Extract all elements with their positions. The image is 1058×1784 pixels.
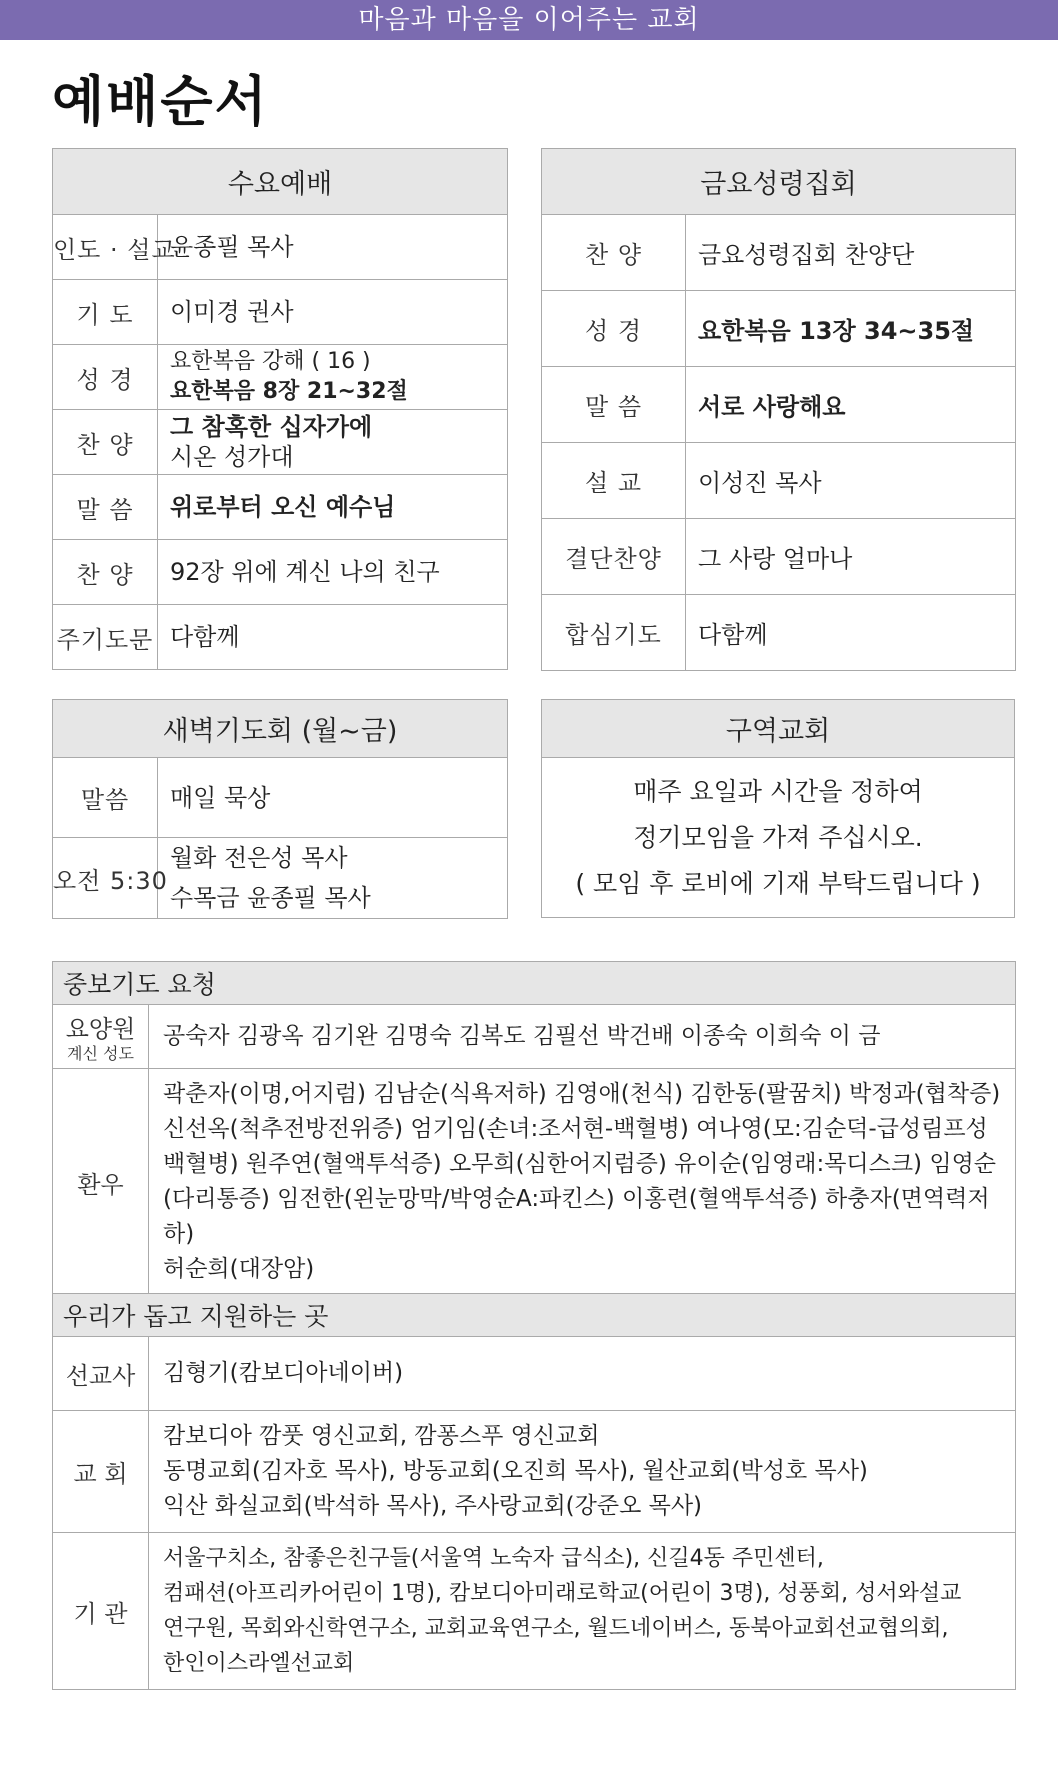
row-value: 다함께 — [170, 623, 240, 651]
row-label: 결단찬양 — [542, 519, 686, 595]
row-label: 말 씀 — [53, 475, 158, 540]
patient-line: (다리통증) 임전한(왼눈망막/박영순A:파킨스) 이홍련(혈액투석증) 하충자(면역력저하) — [163, 1186, 990, 1247]
row-value: 요한복음 강해 ( 16 ) — [170, 349, 371, 374]
row-value: 매일 묵상 — [170, 783, 271, 812]
row-value: 금요성령집회 찬양단 — [686, 215, 1016, 291]
row-label: 찬 양 — [53, 410, 158, 475]
row-value: 월화 전은성 목사 — [170, 844, 348, 872]
table-row — [542, 367, 1016, 443]
row-value: 익산 화실교회(박석하 목사), 주사랑교회(강준오 목사) — [163, 1493, 703, 1519]
row-value: 캄보디아 깜풋 영신교회, 깜퐁스푸 영신교회 — [163, 1423, 600, 1449]
row-value: 컴패션(아프리카어린이 1명), 캄보디아미래로학교(어린이 3명), 성풍회, 성서와설교 — [163, 1581, 962, 1606]
table-row — [53, 475, 508, 540]
row-value: 서울구치소, 참좋은친구들(서울역 노숙자 급식소), 신길4동 주민센터, — [163, 1546, 824, 1571]
table-row — [53, 410, 508, 475]
table-row — [53, 1069, 1016, 1296]
dawn-title: 새벽기도회 (월~금) — [53, 700, 508, 758]
table-row — [53, 1411, 1016, 1533]
row-value: 이성진 목사 — [686, 443, 1016, 519]
row-label: 기 관 — [53, 1533, 149, 1690]
district-church-table — [541, 699, 1015, 918]
patient-line: 곽춘자(이명,어지럼) 김남순(식욕저하) 김영애(천식) 김한동(팔꿈치) 박정과(협착증) — [163, 1081, 1001, 1107]
wednesday-title: 수요예배 — [53, 149, 508, 215]
district-line: 매주 요일과 시간을 정하여 — [633, 776, 923, 806]
row-value: 요한복음 8장 21~32절 — [170, 379, 408, 404]
nursing-sublabel: 계신 성도 — [67, 1044, 134, 1063]
table-row — [53, 758, 508, 838]
top-banner: 마음과 마음을 이어주는 교회 — [0, 0, 1058, 40]
row-value: 윤종필 목사 — [170, 233, 294, 261]
friday-service-table — [541, 148, 1016, 671]
row-label: 인도 · 설교 — [53, 215, 158, 280]
dawn-prayer-table — [52, 699, 508, 919]
table-row — [53, 1337, 1016, 1411]
prayer-request-table — [52, 961, 1016, 1296]
row-value: 그 사랑 얼마나 — [686, 519, 1016, 595]
row-value: 한인이스라엘선교회 — [163, 1651, 355, 1676]
row-value: 그 참혹한 십자가에 — [170, 413, 373, 441]
table-row — [542, 443, 1016, 519]
patient-line: 신선옥(척추전방전위증) 엄기임(손녀:조서현-백혈병) 여나영(모:김순덕-급성림프성 — [163, 1116, 988, 1142]
table-row — [53, 1533, 1016, 1690]
row-value: 이미경 권사 — [170, 298, 294, 326]
table-row — [542, 291, 1016, 367]
district-line: 정기모임을 가져 주십시오. — [633, 822, 923, 852]
row-label: 찬 양 — [53, 540, 158, 605]
page-title: 예배순서 — [52, 70, 269, 133]
row-label: 오전 5:30 — [53, 838, 158, 919]
table-row — [53, 838, 508, 919]
row-value: 다함께 — [686, 595, 1016, 671]
row-value: 동명교회(김자호 목사), 방동교회(오진희 목사), 월산교회(박성호 목사) — [163, 1458, 868, 1484]
row-label: 찬 양 — [542, 215, 686, 291]
table-row — [53, 215, 508, 280]
table-row — [542, 519, 1016, 595]
support-table — [52, 1293, 1016, 1690]
patients-label: 환우 — [53, 1069, 149, 1296]
table-row — [53, 540, 508, 605]
row-value: 김형기(캄보디아네이버) — [163, 1360, 404, 1386]
row-label: 성 경 — [542, 291, 686, 367]
row-label: 기 도 — [53, 280, 158, 345]
row-value: 위로부터 오신 예수님 — [170, 493, 396, 521]
prayer-title: 중보기도 요청 — [53, 962, 1016, 1005]
district-line: ( 모임 후 로비에 기재 부탁드립니다 ) — [575, 868, 981, 898]
wednesday-service-table — [52, 148, 508, 670]
table-row — [53, 280, 508, 345]
row-value: 92장 위에 계신 나의 친구 — [170, 558, 440, 586]
row-label: 주기도문 — [53, 605, 158, 670]
patient-line: 허순희(대장암) — [163, 1256, 315, 1282]
row-label: 합심기도 — [542, 595, 686, 671]
row-value: 수목금 윤종필 목사 — [170, 884, 371, 912]
table-row — [53, 1005, 1016, 1069]
row-label: 설 교 — [542, 443, 686, 519]
row-label: 성 경 — [53, 345, 158, 410]
row-value: 연구원, 목회와신학연구소, 교회교육연구소, 월드네이버스, 동북아교회선교협의회, — [163, 1616, 949, 1641]
row-label: 말 씀 — [542, 367, 686, 443]
friday-title: 금요성령집회 — [542, 149, 1016, 215]
row-value: 시온 성가대 — [170, 443, 294, 471]
district-title: 구역교회 — [542, 700, 1015, 758]
support-title: 우리가 돕고 지원하는 곳 — [53, 1294, 1016, 1337]
table-row — [53, 345, 508, 410]
row-label: 교 회 — [53, 1411, 149, 1533]
row-value: 요한복음 13장 34~35절 — [686, 291, 1016, 367]
row-value: 서로 사랑해요 — [686, 367, 1016, 443]
nursing-label: 요양원 — [65, 1015, 136, 1043]
row-label: 말씀 — [53, 758, 158, 838]
patient-line: 백혈병) 원주연(혈액투석증) 오무희(심한어지럼증) 유이순(임영래:목디스크) 임영순 — [163, 1151, 996, 1177]
nursing-names: 공숙자 김광옥 김기완 김명숙 김복도 김필선 박건배 이종숙 이희숙 이 금 — [149, 1005, 1016, 1069]
table-row — [53, 605, 508, 670]
table-row — [542, 595, 1016, 671]
row-label: 선교사 — [53, 1337, 149, 1411]
table-row — [542, 215, 1016, 291]
